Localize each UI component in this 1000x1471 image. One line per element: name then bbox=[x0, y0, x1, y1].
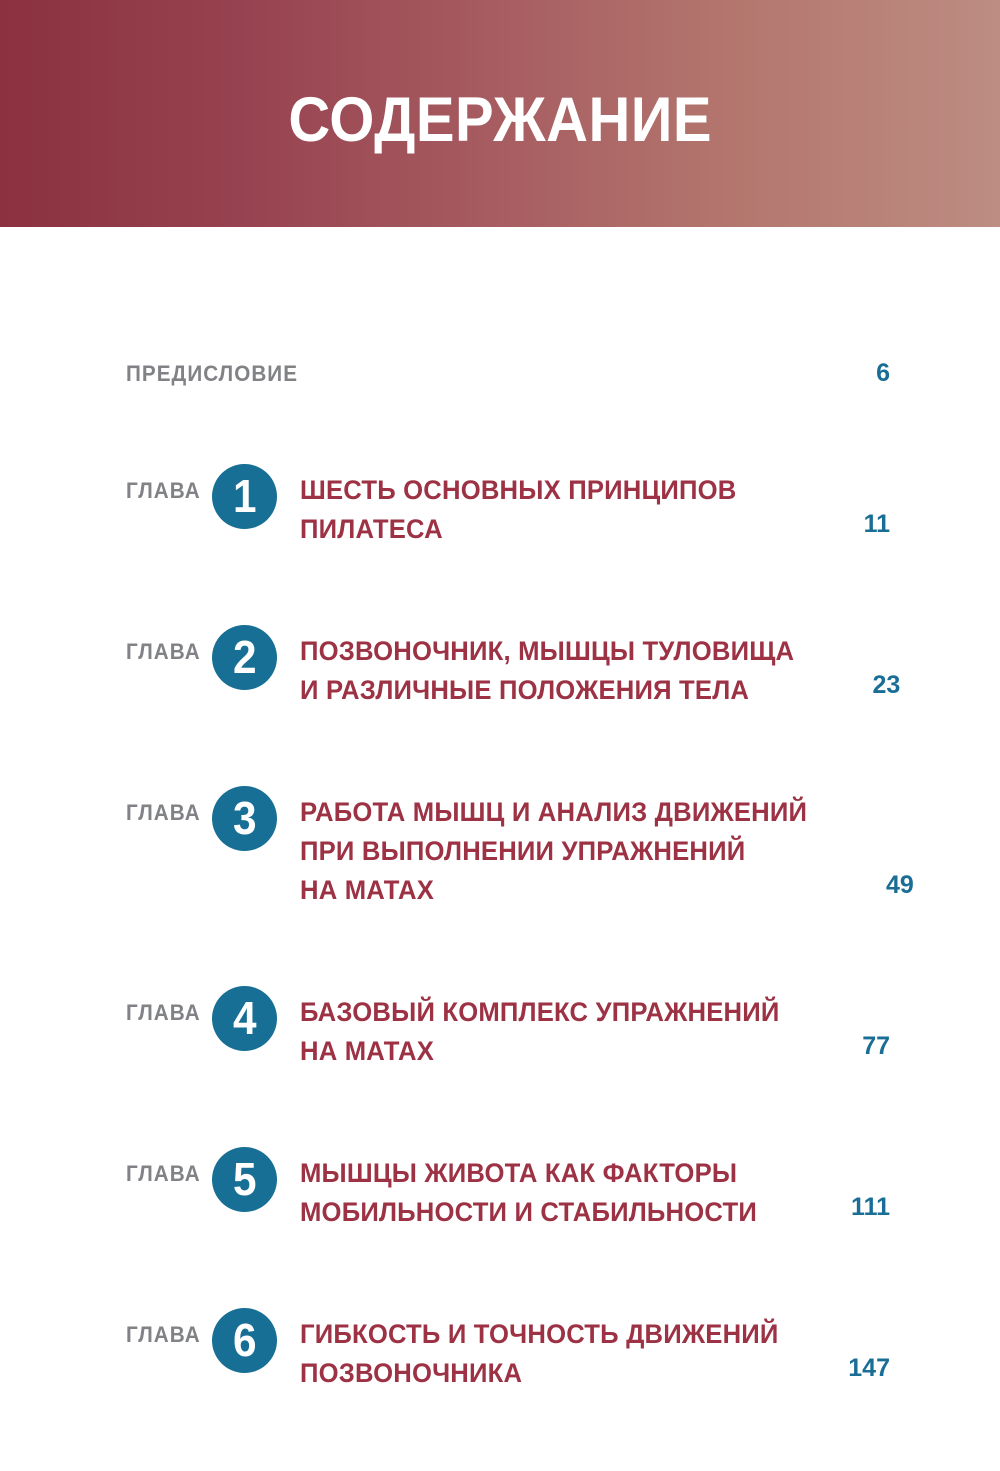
chapter-label: ГЛАВА bbox=[126, 1000, 201, 1025]
chapter-page-number: 147 bbox=[848, 1354, 890, 1382]
chapter-number-badge bbox=[212, 1308, 277, 1373]
chapter-rows-container bbox=[0, 460, 1000, 1393]
chapter-title-line: ПРИ ВЫПОЛНЕНИИ УПРАЖНЕНИЙ bbox=[300, 836, 746, 866]
chapter-number: 6 bbox=[232, 1313, 257, 1366]
chapter-title-line: НА МАТАХ bbox=[300, 1036, 434, 1066]
chapter-number: 3 bbox=[232, 791, 257, 844]
chapter-title bbox=[300, 460, 785, 549]
chapter-label: ГЛАВА bbox=[126, 1161, 201, 1186]
chapter-page-number: 77 bbox=[862, 1032, 890, 1060]
chapter-title bbox=[300, 621, 794, 710]
chapter-title-line: НА МАТАХ bbox=[300, 875, 434, 905]
chapter-number-badge bbox=[212, 625, 277, 690]
chapter-title-line: И РАЗЛИЧНЫЕ ПОЛОЖЕНИЯ ТЕЛА bbox=[300, 675, 750, 705]
chapter-title bbox=[300, 1304, 785, 1393]
chapter-title-line: ПОЗВОНОЧНИКА bbox=[300, 1358, 523, 1388]
chapter-page-number: 49 bbox=[885, 871, 914, 899]
chapter-title-line: МОБИЛЬНОСТИ И СТАБИЛЬНОСТИ bbox=[300, 1197, 757, 1227]
page-title: СОДЕРЖАНИЕ bbox=[288, 85, 712, 155]
chapter-title-line: ГИБКОСТЬ И ТОЧНОСТЬ ДВИЖЕНИЙ bbox=[300, 1319, 779, 1349]
toc-list bbox=[0, 227, 1000, 1393]
toc-entry-chapter-2[interactable] bbox=[0, 621, 1000, 710]
chapter-title-line: ПИЛАТЕСА bbox=[300, 514, 443, 544]
toc-entry-preface[interactable] bbox=[0, 359, 1000, 388]
chapter-page-number: 11 bbox=[863, 510, 890, 538]
chapter-title-line: РАБОТА МЫШЦ И АНАЛИЗ ДВИЖЕНИЙ bbox=[300, 797, 808, 827]
chapter-number-badge bbox=[212, 464, 277, 529]
toc-entry-chapter-5[interactable] bbox=[0, 1143, 1000, 1232]
toc-entry-chapter-3[interactable] bbox=[0, 782, 1000, 910]
chapter-number: 1 bbox=[232, 469, 257, 522]
toc-entry-chapter-4[interactable] bbox=[0, 982, 1000, 1071]
chapter-title-line: МЫШЦЫ ЖИВОТА КАК ФАКТОРЫ bbox=[300, 1158, 738, 1188]
chapter-label: ГЛАВА bbox=[126, 800, 201, 825]
chapter-page-number: 111 bbox=[851, 1193, 890, 1221]
chapter-title bbox=[300, 782, 807, 910]
chapter-number: 4 bbox=[232, 991, 257, 1044]
chapter-number-badge bbox=[212, 786, 277, 851]
chapter-title-line: БАЗОВЫЙ КОМПЛЕКС УПРАЖНЕНИЙ bbox=[300, 997, 780, 1027]
chapter-page-number: 23 bbox=[872, 671, 901, 699]
chapter-label: ГЛАВА bbox=[126, 478, 201, 503]
preface-label: ПРЕДИСЛОВИЕ bbox=[126, 361, 299, 386]
chapter-number-badge bbox=[212, 1147, 277, 1212]
chapter-title bbox=[300, 1143, 785, 1232]
chapter-number-badge bbox=[212, 986, 277, 1051]
chapter-title-line: ШЕСТЬ ОСНОВНЫХ ПРИНЦИПОВ bbox=[300, 475, 737, 505]
chapter-label: ГЛАВА bbox=[126, 639, 201, 664]
toc-entry-chapter-1[interactable] bbox=[0, 460, 1000, 549]
page-header-band bbox=[0, 0, 1000, 227]
chapter-title-line: ПОЗВОНОЧНИК, МЫШЦЫ ТУЛОВИЩА bbox=[300, 636, 795, 666]
preface-page-number: 6 bbox=[876, 359, 890, 387]
chapter-number: 2 bbox=[232, 630, 257, 683]
toc-entry-chapter-6[interactable] bbox=[0, 1304, 1000, 1393]
chapter-title bbox=[300, 982, 785, 1071]
chapter-number: 5 bbox=[232, 1152, 257, 1205]
chapter-label: ГЛАВА bbox=[126, 1322, 201, 1347]
